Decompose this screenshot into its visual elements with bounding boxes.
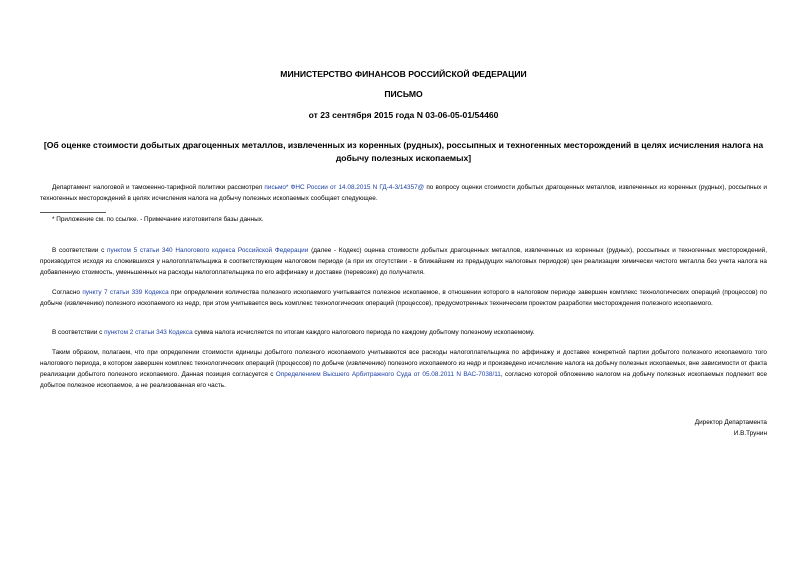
tax-code-343-link[interactable]: пунктом 2 статьи 343 Кодекса (104, 329, 193, 336)
paragraph-5-text-a: Таким образом, полагаем, что при определении стоимости единицы добытого полезного ископаемого учитываются все расходы налогоплательщика по аффинажу и доставке конкретной партии добытого полезного ископаемого того налогового периода, в котором завершен комплекс технологических операций (процессов) по добыче (извлечению) полезного ископаемого из недр и произведено исчисление налога на добычу полезных ископаемых, вне зависимости от факта реализации добытого полезного ископаемого. Данная позиция согласуется с (40, 349, 767, 378)
paragraph-2-text-b: (далее - Кодекс) оценка стоимости добытых драгоценных металлов, извлеченных из коренных (рудных), россыпных и техногенных месторождений, производится исходя из сложившихся у налогоплательщика в соответствующем налоговом периоде (а при их отсутствии - в ближайшем из предыдущих налоговых периодов) цен реализации химически чистого металла без учета налога на добавленную стоимость, уменьшенных на расходы налогоплательщика по его аффинажу и доставке (перевозке) до получателя. (40, 247, 767, 276)
ministry-heading: МИНИСТЕРСТВО ФИНАНСОВ РОССИЙСКОЙ ФЕДЕРАЦИИ (280, 69, 527, 79)
tax-code-339-link[interactable]: пункту 7 статьи 339 Кодекса (82, 289, 169, 296)
paragraph-1 (40, 182, 767, 204)
paragraph-5 (40, 347, 767, 391)
document-type: ПИСЬМО (384, 89, 423, 99)
paragraph-1-text-b: по вопросу оценки стоимости добытых драгоценных металлов, извлеченных из коренных (рудных), россыпных и техногенных месторождений в целях исчисления налога на добычу полезных ископаемых сообщает следующее. (40, 184, 768, 202)
paragraph-4-text-a: В соответствии с (52, 329, 105, 336)
paragraph-5-text-b: , согласно которой обложению налогом на добычу полезных ископаемых подлежит все добытое полезное ископаемое, а не реализованная его часть. (40, 371, 767, 389)
document-title: [Об оценке стоимости добытых драгоценных металлов, извлеченных из коренных (рудных), россыпных и техногенных месторождений в целях исчисления налога на добычу полезных ископаемых] (43, 140, 764, 163)
tax-code-340-link[interactable]: пунктом 5 статьи 340 Налогового кодекса Российской Федерации (107, 247, 309, 254)
fns-letter-link[interactable]: письмо* ФНС России от 14.08.2015 N ГД-4-3/14357@ (264, 184, 425, 191)
document-date-number: от 23 сентября 2015 года N 03-06-05-01/54460 (308, 110, 499, 120)
footnote: * Приложение см. по ссылке. - Примечание изготовителя базы данных. (52, 216, 264, 223)
court-ruling-link[interactable]: Определением Высшего Арбитражного Суда от 05.08.2011 N ВАС-7038/11 (275, 371, 501, 378)
paragraph-4 (40, 327, 767, 338)
paragraph-3 (40, 287, 767, 309)
signatory-name: И.В.Трунин (733, 430, 767, 437)
paragraph-2 (40, 245, 767, 278)
paragraph-3-text-a: Согласно (52, 289, 83, 296)
paragraph-3-text-b: при определении количества полезного ископаемого учитывается полезное ископаемое, в отношении которого в налоговом периоде завершен комплекс технологических операций (процессов) по добыче (извлечению) полезного ископаемого из недр, при этом учитывается весь комплекс технологических операций (процессов), предусмотренных техническим проектом разработки месторождения полезного ископаемого. (40, 289, 767, 307)
paragraph-4-text-b: сумма налога исчисляется по итогам каждого налогового периода по каждому добытому полезному ископаемому. (192, 329, 535, 336)
signatory-position: Директор Департамента (694, 419, 767, 426)
paragraph-2-text-a: В соответствии с (52, 247, 108, 254)
footnote-divider (40, 212, 106, 213)
paragraph-1-text-a: Департамент налоговой и таможенно-тарифной политики рассмотрел (52, 184, 265, 191)
